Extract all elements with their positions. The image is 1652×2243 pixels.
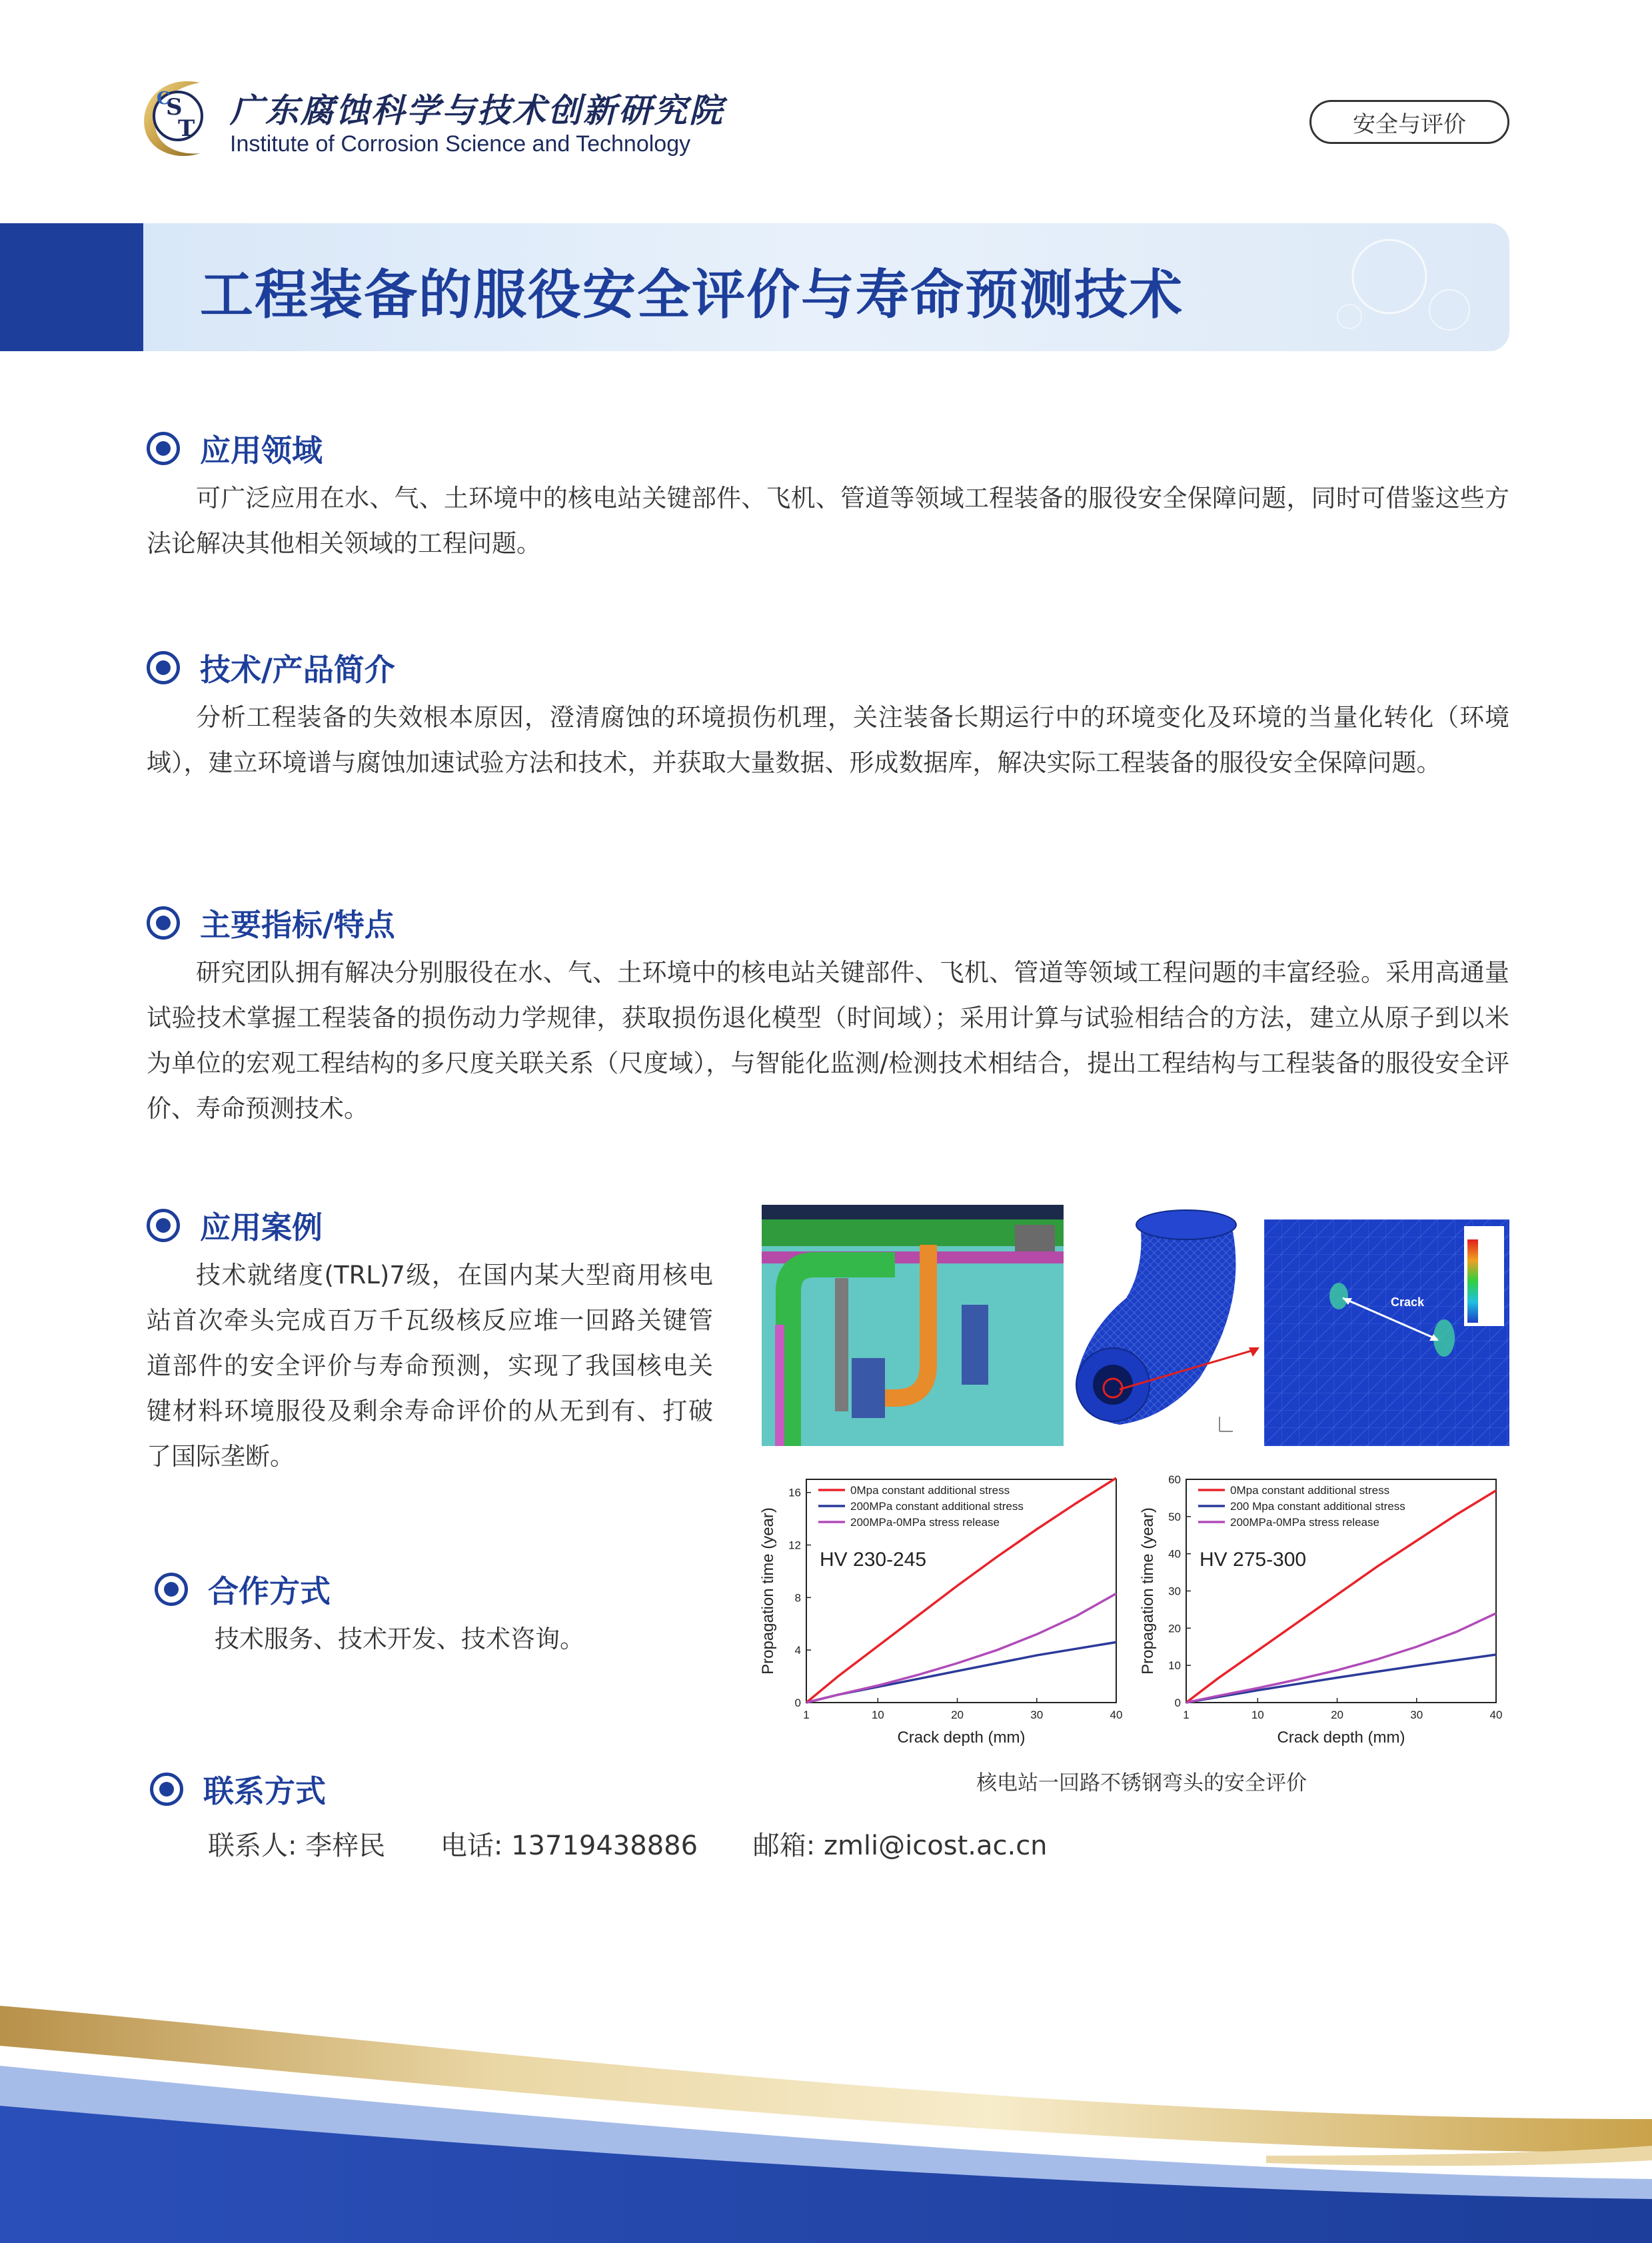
plant-piping-model-image xyxy=(762,1205,1064,1446)
x-tick-label: 40 xyxy=(1110,1709,1123,1721)
y-tick-label: 50 xyxy=(1168,1510,1181,1523)
x-tick-label: 40 xyxy=(1489,1709,1503,1721)
legend-label: 200MPa constant additional stress xyxy=(850,1500,1024,1513)
section-title: 主要指标/特点 xyxy=(200,907,395,943)
y-tick-label: 0 xyxy=(1174,1697,1181,1709)
title-accent-block xyxy=(0,223,143,351)
crack-label: Crack xyxy=(1391,1295,1425,1309)
legend-label: 200MPa-0MPa stress release xyxy=(850,1516,1000,1529)
figure-caption: 核电站一回路不锈钢弯头的安全评价 xyxy=(976,1771,1307,1795)
series-line xyxy=(806,1642,1116,1703)
y-tick-label: 60 xyxy=(1168,1473,1181,1486)
chart-title: HV 230-245 xyxy=(820,1549,927,1571)
y-tick-label: 16 xyxy=(788,1486,801,1499)
section-body: 可广泛应用在水、气、土环境中的核电站关键部件、飞机、管道等领域工程装备的服役安全保障问题，同时可借鉴这些方法论解决其他相关领域的工程问题。 xyxy=(147,484,1509,558)
series-line xyxy=(806,1593,1116,1703)
institute-logo xyxy=(137,75,736,168)
propagation-chart-hv230 xyxy=(753,1466,1133,1753)
section-body: 技术服务、技术开发、技术咨询。 xyxy=(215,1625,584,1653)
section-bullet-icon xyxy=(147,1209,180,1242)
section-bullet-icon xyxy=(147,906,180,940)
section-cooperation xyxy=(155,1566,721,1662)
section-body: 分析工程装备的失效根本原因，澄清腐蚀的环境损伤机理，关注装备长期运行中的环境变化及环境的当量化转化（环境域），建立环境谱与腐蚀加速试验方法和技术，并获取大量数据、形成数据库，解决实际工程装备的服役安全保障问题。 xyxy=(147,703,1509,777)
svg-text:S: S xyxy=(166,94,183,121)
x-tick-label: 20 xyxy=(1331,1709,1343,1721)
institute-name-en: Institute of Corrosion Science and Technology xyxy=(230,131,691,157)
series-line xyxy=(1186,1655,1496,1703)
category-badge: 安全与评价 xyxy=(1309,100,1509,144)
contact-person: 联系人: 李梓民 xyxy=(208,1831,386,1861)
title-banner xyxy=(0,223,1509,351)
institute-name-cn: 广东腐蚀科学与技术创新研究院 xyxy=(230,91,724,130)
section-body: 研究团队拥有解决分别服役在水、气、土环境中的核电站关键部件、飞机、管道等领域工程问题的丰富经验。采用高通量试验技术掌握工程装备的损伤动力学规律，获取损伤退化模型（时间域）；采用计算与试验相结合的方法，建立从原子到以米为单位的宏观工程结构的多尺度关联关系（尺度域），与智能化监测/检测技术相结合，提出工程结构与工程装备的服役安全评价、寿命预测技术。 xyxy=(147,958,1509,1123)
institute-emblem-icon xyxy=(137,75,217,161)
y-tick-label: 30 xyxy=(1168,1585,1181,1598)
y-tick-label: 0 xyxy=(794,1697,801,1709)
section-case xyxy=(147,1202,713,1479)
legend-label: 200MPa-0MPa stress release xyxy=(1230,1516,1379,1529)
y-tick-label: 40 xyxy=(1168,1547,1181,1561)
section-bullet-icon xyxy=(147,432,180,465)
section-intro xyxy=(147,644,1509,786)
section-title: 应用领域 xyxy=(200,432,323,468)
page-title: 工程装备的服役安全评价与寿命预测技术 xyxy=(200,264,1184,326)
footer-wave-decoration xyxy=(0,1986,1652,2243)
y-tick-label: 8 xyxy=(794,1591,801,1605)
svg-text:T: T xyxy=(178,115,195,142)
propagation-chart-hv275 xyxy=(1133,1466,1513,1753)
section-features xyxy=(147,900,1509,1131)
x-tick-label: 1 xyxy=(803,1709,810,1721)
x-axis-label: Crack depth (mm) xyxy=(897,1729,1026,1747)
x-tick-label: 1 xyxy=(1183,1709,1190,1721)
x-axis-label: Crack depth (mm) xyxy=(1277,1729,1405,1747)
series-line xyxy=(1186,1613,1496,1703)
x-tick-label: 30 xyxy=(1030,1709,1044,1721)
y-tick-label: 20 xyxy=(1168,1622,1181,1635)
legend-label: 0Mpa constant additional stress xyxy=(850,1484,1010,1497)
y-tick-label: 10 xyxy=(1168,1659,1181,1673)
legend-label: 200 Mpa constant additional stress xyxy=(1230,1500,1405,1513)
section-contact xyxy=(150,1766,950,1813)
legend-label: 0Mpa constant additional stress xyxy=(1230,1484,1390,1497)
section-title: 技术/产品简介 xyxy=(200,652,395,688)
section-application-field xyxy=(147,425,1509,566)
elbow-mesh-image xyxy=(1066,1205,1253,1446)
contact-phone: 电话: 13719438886 xyxy=(440,1831,698,1861)
x-tick-label: 20 xyxy=(951,1709,964,1721)
section-bullet-icon xyxy=(147,651,180,684)
section-title: 联系方式 xyxy=(203,1773,326,1809)
contact-email[interactable]: 邮箱: zmli@icost.ac.cn xyxy=(752,1831,1048,1861)
svg-text:C: C xyxy=(157,89,171,109)
y-tick-label: 12 xyxy=(788,1539,801,1552)
x-tick-label: 10 xyxy=(1251,1709,1264,1721)
chart-title: HV 275-300 xyxy=(1200,1549,1307,1571)
x-tick-label: 30 xyxy=(1410,1709,1423,1721)
y-tick-label: 4 xyxy=(794,1644,801,1657)
zoom-arrow-icon xyxy=(1120,1339,1266,1406)
y-axis-label: Propagation time (year) xyxy=(759,1507,777,1675)
section-body: 技术就绪度(TRL)7级，在国内某大型商用核电站首次牵头完成百万千瓦级核反应堆一回路关键管道部件的安全评价与寿命预测，实现了我国核电关键材料环境服役及剩余寿命评价的从无到有、打破了国际垄断。 xyxy=(147,1261,713,1471)
section-bullet-icon xyxy=(155,1573,188,1606)
crack-fea-zoom-image xyxy=(1264,1219,1509,1446)
y-axis-label: Propagation time (year) xyxy=(1139,1507,1157,1675)
contact-info xyxy=(208,1825,1094,1863)
section-bullet-icon xyxy=(150,1773,183,1806)
x-tick-label: 10 xyxy=(871,1709,884,1721)
section-title: 应用案例 xyxy=(200,1209,323,1245)
bubble-decoration-icon xyxy=(1309,230,1483,343)
section-title: 合作方式 xyxy=(208,1573,331,1609)
